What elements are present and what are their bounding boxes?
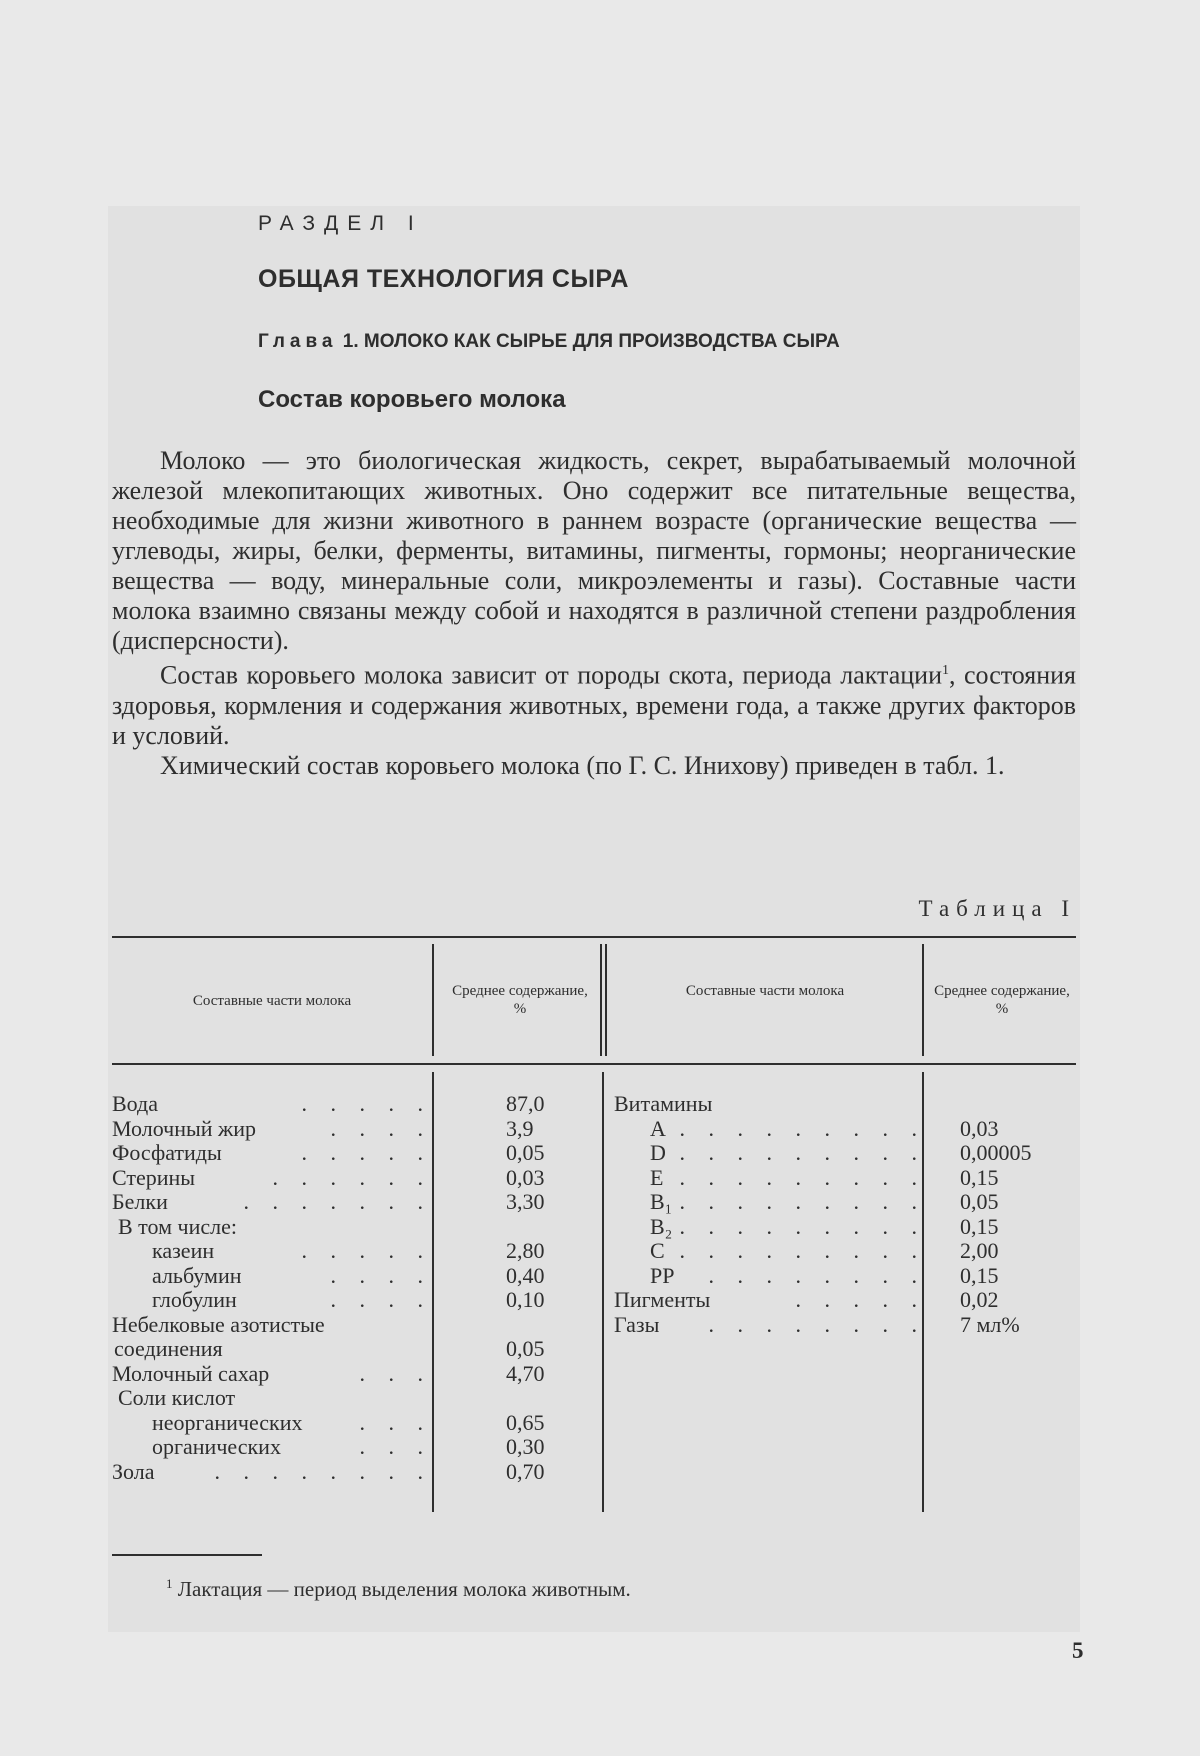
row-value: 2,80 <box>506 1238 545 1263</box>
table-row <box>614 1313 1076 1338</box>
row-value: 3,30 <box>506 1189 545 1214</box>
row-value: 3,9 <box>506 1115 534 1141</box>
leader-dots: . . . . . . . . . <box>679 1238 926 1263</box>
footnote-marker: 1 <box>166 1576 173 1591</box>
table-row <box>112 1264 592 1289</box>
footnote <box>166 1576 631 1602</box>
table-row <box>112 1117 592 1142</box>
chapter-heading <box>258 331 840 353</box>
row-value: 0,15 <box>960 1164 999 1190</box>
row-value: 0,30 <box>506 1434 545 1459</box>
paragraph-2-end: , состояния здоровья, кормления и содержания животных, времени года, а также других факторов и условий. <box>112 660 1076 750</box>
table-row <box>112 1092 592 1117</box>
row-label: Небелковые азотистые <box>112 1311 325 1337</box>
table-header-cell: Среднее содержание, % <box>452 983 588 1017</box>
row-value: 0,03 <box>506 1164 545 1190</box>
chapter-label: Глава <box>258 331 338 352</box>
table-row <box>112 1313 592 1338</box>
table-row <box>614 1215 1076 1240</box>
row-label: PP <box>650 1262 675 1288</box>
table-caption: Таблица I <box>918 896 1076 921</box>
table-row <box>112 1215 592 1240</box>
table-row <box>112 1337 592 1362</box>
header-divider <box>605 944 607 1056</box>
table-right-body <box>614 1092 1076 1337</box>
row-label: Стерины <box>112 1164 196 1190</box>
row-label: Пигменты <box>614 1287 711 1312</box>
row-value: 2,00 <box>960 1238 999 1263</box>
row-label: казеин <box>152 1238 215 1263</box>
row-label: неорганических <box>152 1409 303 1435</box>
row-label: Витамины <box>614 1091 713 1116</box>
header-divider <box>432 944 434 1056</box>
table-row <box>112 1362 592 1387</box>
row-value: 0,00005 <box>960 1140 1032 1165</box>
row-label: Молочный жир <box>112 1115 256 1141</box>
row-value: 0,10 <box>506 1287 545 1312</box>
paragraph-2 <box>112 656 1076 751</box>
row-label: Вода <box>112 1091 158 1116</box>
table-row <box>112 1386 592 1411</box>
row-label: В том числе: <box>118 1213 237 1239</box>
row-label: Фосфатиды <box>112 1140 222 1165</box>
footnote-text: Лактация — период выделения молока животным. <box>177 1577 631 1601</box>
subsection-heading: Состав коровьего молока <box>258 386 566 413</box>
table-top-rule <box>112 936 1076 938</box>
row-value: 0,15 <box>960 1262 999 1288</box>
table-row <box>614 1141 1076 1166</box>
table-row <box>614 1190 1076 1215</box>
row-label: D <box>650 1140 666 1165</box>
leader-dots: . . . . . . . . <box>708 1262 926 1288</box>
table-row <box>112 1460 592 1485</box>
paragraph-2-start: Состав коровьего молока зависит от породы скота, периода лактации <box>160 660 942 690</box>
row-label: A <box>650 1115 666 1141</box>
table-left-body <box>112 1092 592 1484</box>
row-label: B₁ <box>650 1189 673 1214</box>
leader-dots: . . . <box>359 1434 432 1459</box>
leader-dots: . . . . . <box>795 1287 926 1312</box>
footnote-rule <box>112 1554 262 1556</box>
paragraph-3: Химический состав коровьего молока (по Г. С. Инихову) приведен в табл. 1. <box>160 750 1005 780</box>
body-text <box>112 446 1076 781</box>
table-row <box>112 1435 592 1460</box>
table-row <box>614 1288 1076 1313</box>
leader-dots: . . . . <box>330 1287 432 1312</box>
leader-dots: . . . . . . . . . <box>679 1164 926 1190</box>
leader-dots: . . . . . . . . . <box>679 1115 926 1141</box>
table-row <box>614 1166 1076 1191</box>
table-header-cell: Составные части молока <box>192 993 352 1009</box>
leader-dots: . . . . . . . . . <box>679 1213 926 1239</box>
row-label: Белки <box>112 1189 168 1214</box>
leader-dots: . . . . . . . . . <box>679 1189 926 1214</box>
leader-dots: . . . <box>359 1360 432 1386</box>
leader-dots: . . . . . <box>301 1140 432 1165</box>
leader-dots: . . . . . . <box>272 1164 432 1190</box>
paragraph-1: Молоко — это биологическая жидкость, секрет, вырабатываемый молочной железой млекопитающих животных. Оно содержит все питательные вещества, необходимые для жизни животного в раннем возрасте (органические вещества — углеводы, жиры, белки, ферменты, витамины, пигменты, гормоны; неорганические вещества — воду, минеральные соли, микроэлементы и газы). Составные части молока взаимно связаны между собой и находятся в различной степени раздробления (дисперсности). <box>112 446 1076 655</box>
row-label: соединения <box>114 1336 223 1361</box>
leader-dots: . . . <box>359 1409 432 1435</box>
chapter-title: 1. МОЛОКО КАК СЫРЬЕ ДЛЯ ПРОИЗВОДСТВА СЫРА <box>342 331 840 352</box>
leader-dots: . . . . <box>330 1115 432 1141</box>
row-label: Газы <box>614 1311 660 1337</box>
row-label: органических <box>152 1434 281 1459</box>
row-label: Соли кислот <box>118 1385 236 1410</box>
table-row <box>614 1117 1076 1142</box>
table-row <box>614 1264 1076 1289</box>
leader-dots: . . . . . <box>301 1238 432 1263</box>
footnote-ref: 1 <box>942 663 949 678</box>
table-header-cell: Составные части молока <box>685 983 845 999</box>
row-label: E <box>650 1164 664 1190</box>
header-divider <box>600 944 602 1056</box>
page-number: 5 <box>1072 1638 1084 1663</box>
row-value: 0,65 <box>506 1409 545 1435</box>
leader-dots: . . . . . . . . <box>708 1311 926 1337</box>
row-label: C <box>650 1238 665 1263</box>
row-value: 7 мл% <box>960 1311 1020 1337</box>
leader-dots: . . . . . . . . . <box>679 1140 926 1165</box>
table-header-rule <box>112 1063 1076 1065</box>
row-label: Молочный сахар <box>112 1360 270 1386</box>
row-label: глобулин <box>152 1287 237 1312</box>
leader-dots: . . . . <box>330 1262 432 1288</box>
row-label: Зола <box>112 1458 155 1484</box>
table-row <box>112 1190 592 1215</box>
row-value: 0,40 <box>506 1262 545 1288</box>
row-value: 0,05 <box>506 1140 545 1165</box>
row-value: 0,02 <box>960 1287 999 1312</box>
table-row <box>112 1411 592 1436</box>
row-value: 0,15 <box>960 1213 999 1239</box>
leader-dots: . . . . . <box>301 1091 432 1116</box>
table-row <box>614 1239 1076 1264</box>
header-divider <box>922 944 924 1056</box>
row-value: 87,0 <box>506 1091 545 1116</box>
row-value: 0,70 <box>506 1458 545 1484</box>
column-divider <box>602 1072 604 1512</box>
row-value: 0,05 <box>960 1189 999 1214</box>
table-row <box>112 1288 592 1313</box>
table-row <box>614 1092 1076 1117</box>
row-value: 0,05 <box>506 1336 545 1361</box>
table-row <box>112 1141 592 1166</box>
table-header-cell: Среднее содержание, % <box>934 983 1070 1017</box>
row-label: B₂ <box>650 1213 673 1239</box>
part-title: ОБЩАЯ ТЕХНОЛОГИЯ СЫРА <box>258 265 629 293</box>
leader-dots: . . . . . . . . <box>214 1458 432 1484</box>
row-label: альбумин <box>152 1262 242 1288</box>
row-value: 4,70 <box>506 1360 545 1386</box>
table-row <box>112 1166 592 1191</box>
leader-dots: . . . . . . . <box>243 1189 432 1214</box>
row-value: 0,03 <box>960 1115 999 1141</box>
table-row <box>112 1239 592 1264</box>
section-label: РАЗДЕЛ I <box>258 212 423 235</box>
